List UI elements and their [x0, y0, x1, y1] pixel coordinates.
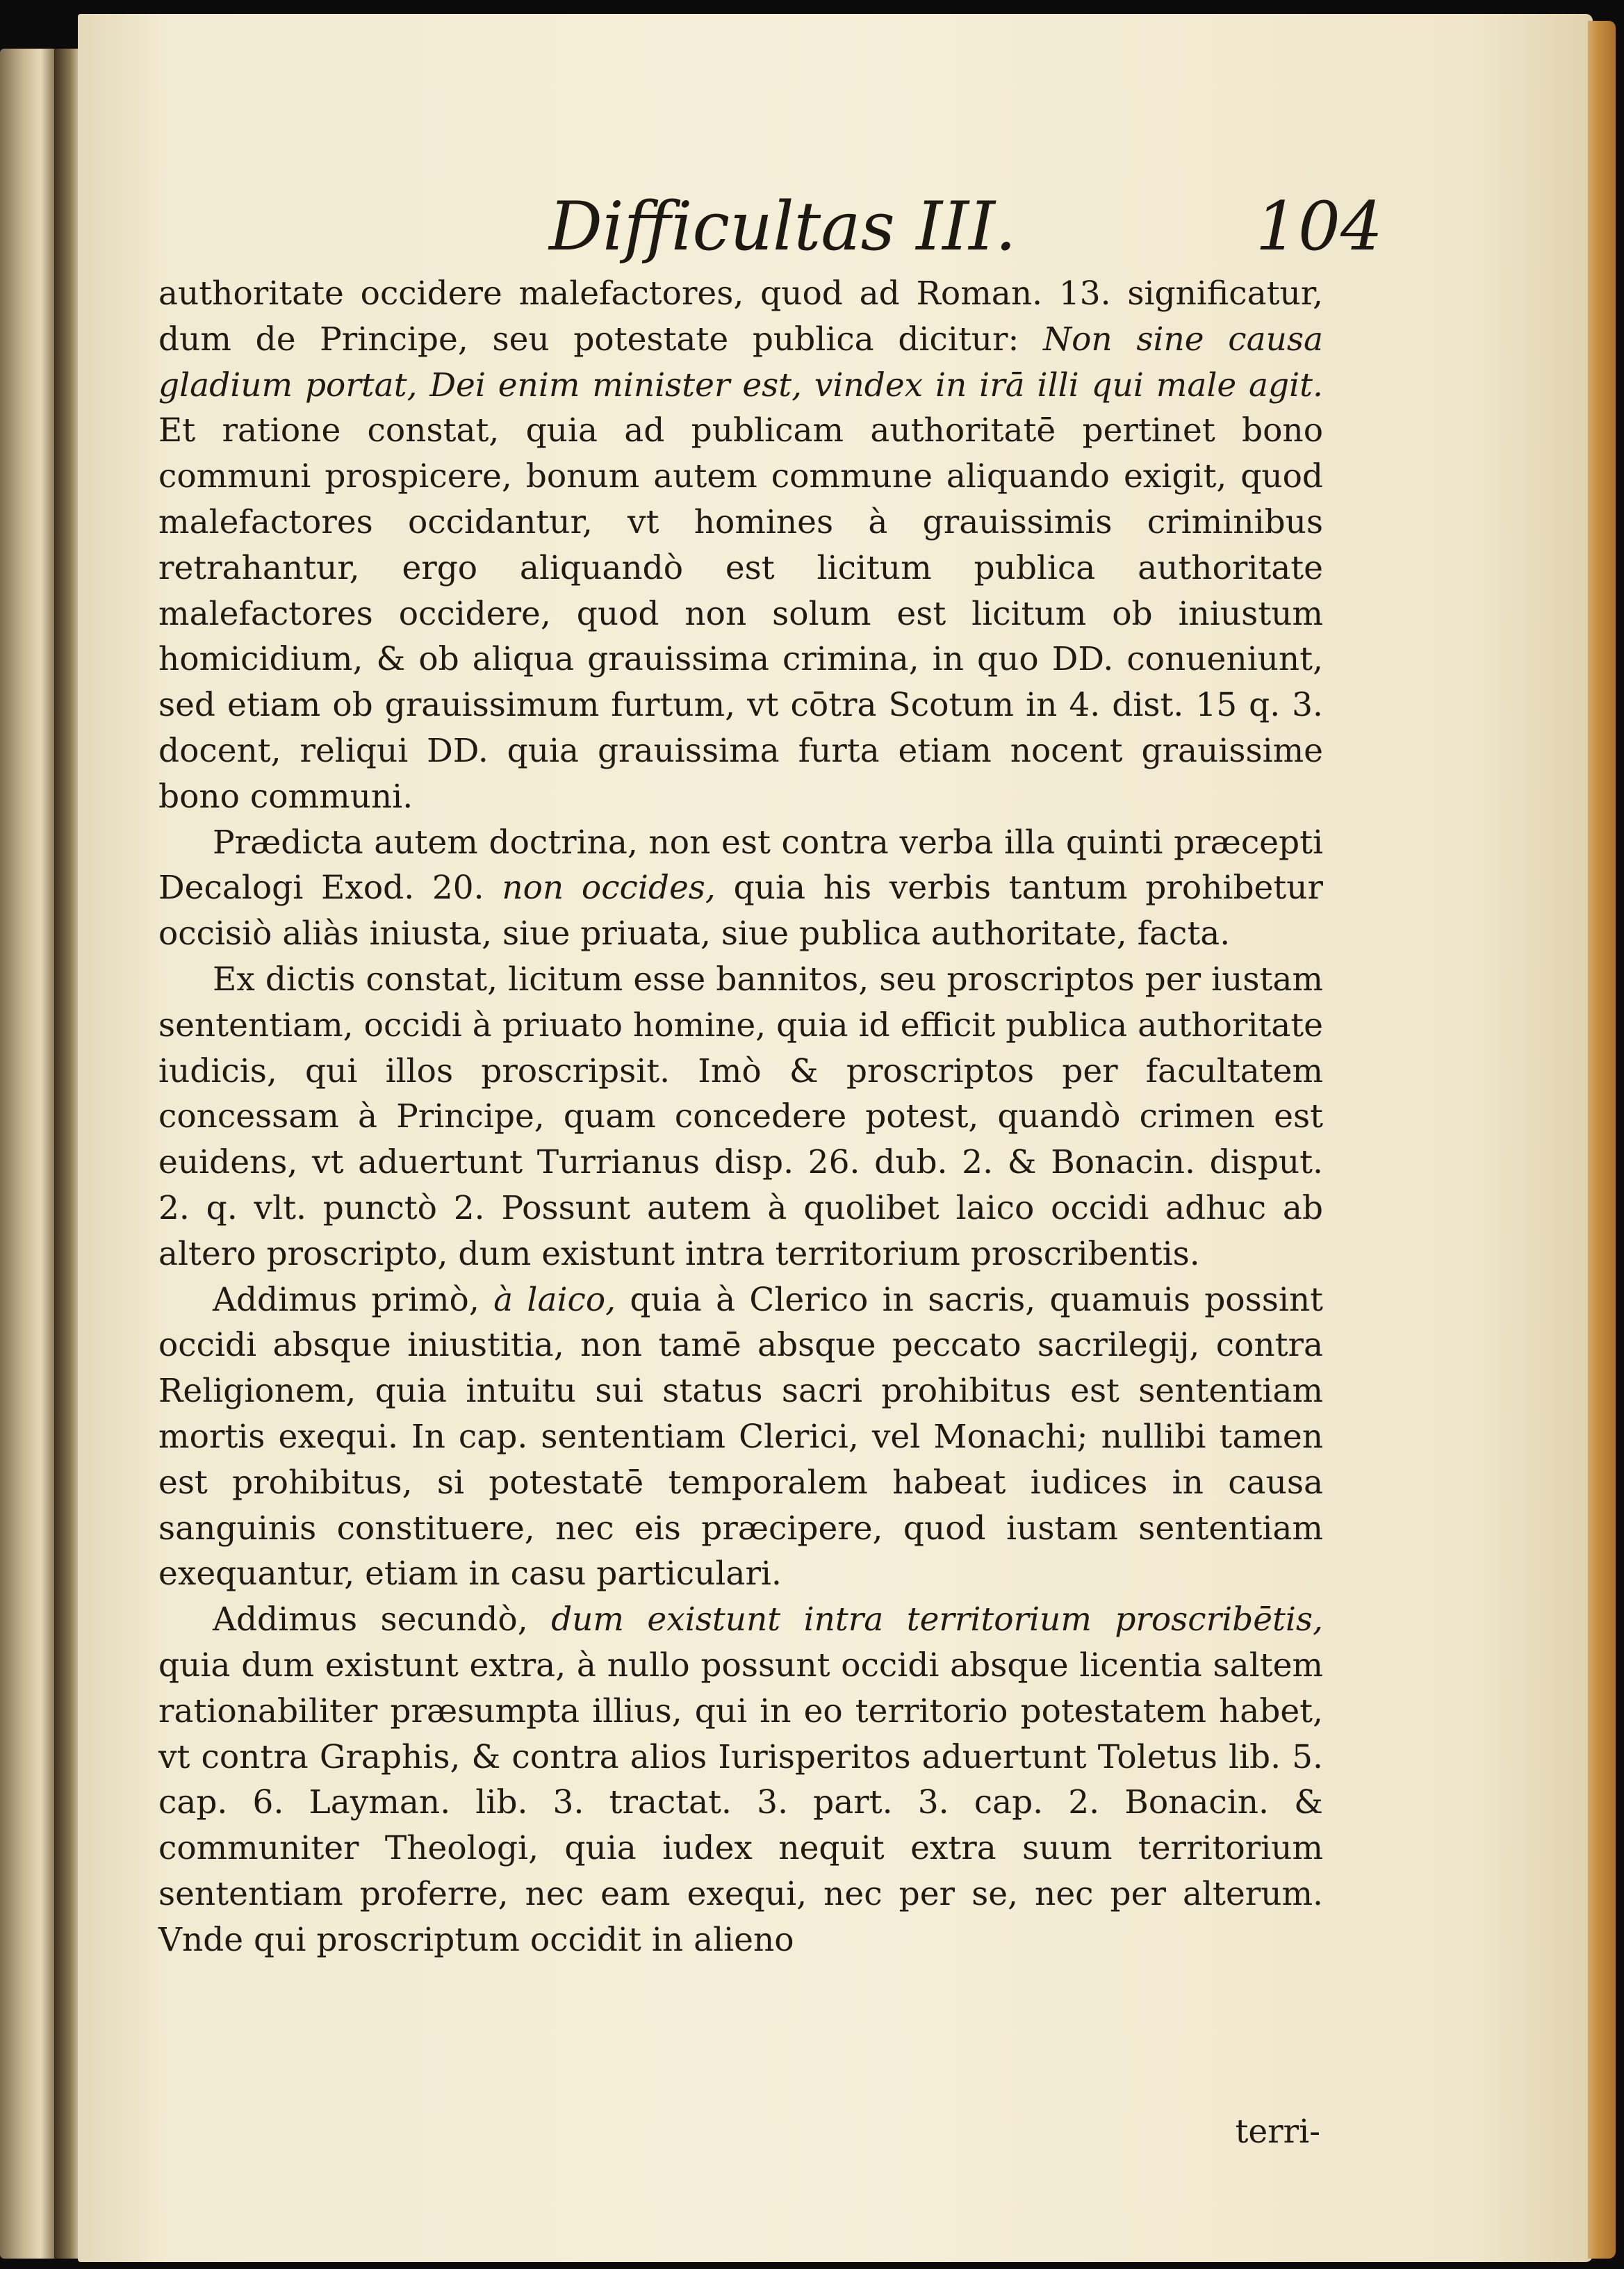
text-segment: quia his verbis tantum prohibetur occisiò aliàs iniusta, siue priuata, siue publica authoritate, facta. — [158, 869, 1323, 953]
paragraph-1 — [158, 271, 1323, 820]
italic-phrase: non occides, — [502, 869, 716, 908]
paragraph-4 — [158, 1277, 1323, 1598]
page-number: 104 — [1255, 188, 1383, 265]
facing-page-edge — [0, 49, 54, 2259]
body-text — [158, 271, 1323, 1963]
text-segment: quia dum existunt extra, à nullo possunt occidi absque licentia saltem rationabiliter præsumpta illius, qui in eo territorio potestatem habet, vt contra Graphis, & contra alios Iurisperitos aduertunt Toletus lib. 5. cap. 6. Layman. lib. 3. tractat. 3. part. 3. cap. 2. Bonacin. & communiter Theologi, quia iudex nequit extra suum territorium sententiam proferre, nec eam exequi, nec per se, nec per alterum. Vnde qui proscriptum occidit in alieno — [158, 1646, 1323, 1959]
paragraph-2 — [158, 820, 1323, 957]
paragraph-5 — [158, 1597, 1323, 1963]
text-segment: quia à Clerico in sacris, quamuis possint occidi absque iniustitia, non tamē absque peccato sacrilegij, contra Religionem, quia intuitu sui status sacri prohibitus est sententiam mortis exequi. In cap. sententiam Clerici, vel Monachi; nullibi tamen est prohibitus, si potestatē temporalem habeat iudices in causa sanguinis constituere, nec eis præcipere, quod iustam sententiam exequantur, etiam in casu particulari. — [158, 1280, 1324, 1594]
text-segment: Addimus primò, — [213, 1280, 494, 1319]
text-segment: authoritate occidere malefactores, quod ad Roman. 13. significatur, dum de Principe, seu potestate publica dicitur: — [158, 275, 1323, 359]
paragraph-3 — [158, 957, 1323, 1277]
text-segment: Addimus secundò, — [213, 1600, 552, 1639]
running-title: Difficultas III. — [549, 188, 1017, 265]
text-segment: Ex dictis constat, licitum esse bannitos, seu proscriptos per iustam sententiam, occidi à priuato homine, quia id efficit publica authoritate iudicis, qui illos proscripsit. Imò & proscriptos per facultatem concessam à Principe, quam concedere potest, quandò crimen est euidens, vt aduertunt Turrianus disp. 26. dub. 2. & Bonacin. disput. 2. q. vlt. punctò 2. Possunt autem à quolibet laico occidi adhuc ab altero proscripto, dum existunt intra territorium proscribentis. — [158, 960, 1323, 1273]
text-segment: Et ratione constat, quia ad publicam authoritatē pertinet bono communi prospicere, bonum autem commune aliquando exigit, quod malefactores occidantur, vt homines à grauissimis criminibus retrahantur, ergo aliquandò est licitum publica authoritate malefactores occidere, quod non solum est licitum ob iniustum homicidium, & ob aliqua grauissima crimina, in quo DD. conueniunt, sed etiam ob grauissimum furtum, vt cōtra Scotum in 4. dist. 15 q. 3. docent, reliqui DD. quia grauissima furta etiam nocent grauissime bono communi. — [158, 411, 1323, 816]
page-header — [549, 181, 1383, 278]
italic-phrase: à laico, — [493, 1280, 616, 1319]
catchword: terri- — [1235, 2113, 1320, 2151]
page-fore-edge — [1588, 21, 1616, 2259]
book-gutter — [54, 49, 81, 2259]
italic-phrase: dum existunt intra territorium proscribētis, — [551, 1600, 1323, 1639]
scripture-quote: Non sine causa gladium portat, Dei enim minister est, vindex in irā illi qui male agit. — [158, 320, 1324, 404]
text-segment: Prædicta autem doctrina, non est contra verba illa quinti præcepti Decalogi Exod. 20. — [158, 823, 1323, 908]
